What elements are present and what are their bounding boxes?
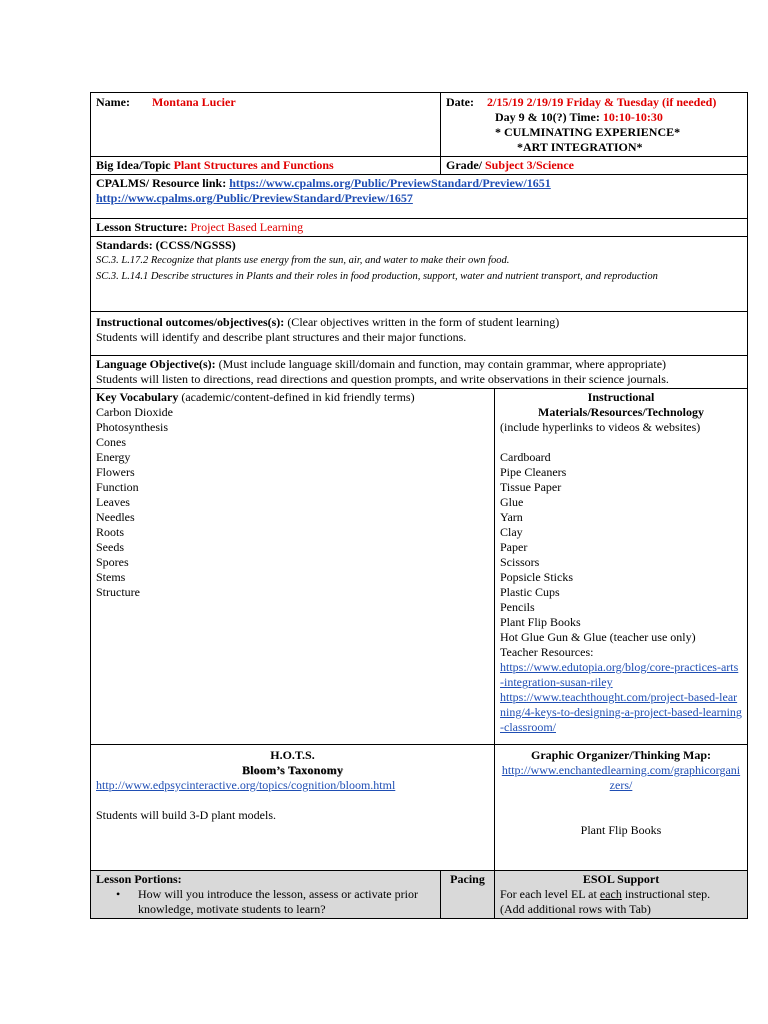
objectives-cell <box>91 312 748 356</box>
cpalms-row <box>91 175 748 219</box>
material-item: Cardboard <box>500 450 551 464</box>
grade-label: Grade/ <box>446 158 485 172</box>
standards-label: Standards: (CCSS/NGSSS) <box>96 238 236 252</box>
material-item: Hot Glue Gun & Glue (teacher use only) <box>500 630 696 644</box>
objectives-row <box>91 312 748 356</box>
big-idea-cell <box>91 157 441 175</box>
name-cell <box>91 93 441 157</box>
lesson-portions-cell <box>91 871 441 919</box>
vocabulary-list <box>96 405 489 600</box>
objectives-label: Instructional outcomes/objectives(s): <box>96 315 285 329</box>
hots-title: H.O.T.S. <box>270 748 315 762</box>
grade-value: Subject 3/Science <box>485 158 574 172</box>
lesson-portions-row <box>91 871 748 919</box>
esol-cell <box>495 871 748 919</box>
standard-sc3-l14-1: SC.3. L.14.1 Describe structures in Plants and their roles in food production, support, water and nutrient transport, and reproduction <box>96 271 658 282</box>
graphic-organizer-cell <box>495 745 748 871</box>
standards-row <box>91 237 748 312</box>
vocab-item: Photosynthesis <box>96 420 169 434</box>
big-idea-row <box>91 157 748 175</box>
big-idea-label: Big Idea/Topic <box>96 158 174 172</box>
day-line: Day 9 & 10(?) Time: <box>495 110 603 124</box>
vocabulary-materials-row <box>91 389 748 745</box>
hots-row <box>91 745 748 871</box>
name-date-row <box>91 93 748 157</box>
date-value: 2/15/19 2/19/19 Friday & Tuesday (if needed) <box>486 95 717 109</box>
language-objective-note: (Must include language skill/domain and function, may contain grammar, where appropriate) <box>215 357 667 371</box>
vocabulary-note: (academic/content-defined in kid friendly terms) <box>178 390 415 404</box>
material-item: Pipe Cleaners <box>500 465 567 479</box>
lesson-portions-label: Lesson Portions: <box>96 872 182 886</box>
language-objective-label: Language Objective(s): <box>96 357 216 371</box>
hots-text: Students will build 3-D plant models. <box>96 808 276 822</box>
objectives-note: (Clear objectives written in the form of student learning) <box>284 315 560 329</box>
vocabulary-cell <box>91 389 495 745</box>
vocab-item: Spores <box>96 555 129 569</box>
vocab-item: Cones <box>96 435 126 449</box>
lesson-portions-bullet: • How will you introduce the lesson, assess or activate prior knowledge, motivate students to learn? <box>138 887 435 917</box>
cpalms-link-1651[interactable]: https://www.cpalms.org/Public/PreviewStandard/Preview/1651 <box>229 176 551 190</box>
vocab-item: Stems <box>96 570 126 584</box>
material-item: Clay <box>500 525 523 539</box>
language-objective-text: Students will listen to directions, read directions and question prompts, and write observations in their science journals. <box>96 372 669 386</box>
vocabulary-label: Key Vocabulary <box>96 390 179 404</box>
language-objective-row <box>91 356 748 389</box>
name-label: Name: <box>96 95 130 109</box>
cpalms-label: CPALMS/ Resource link: <box>96 176 230 190</box>
grade-cell <box>441 157 748 175</box>
esol-text: For each level EL at <box>500 887 600 901</box>
standards-cell <box>91 237 748 312</box>
time-value: 10:10-10:30 <box>602 110 663 124</box>
bloom-link[interactable]: http://www.edpsycinteractive.org/topics/cognition/bloom.html <box>96 778 396 792</box>
material-item: Plant Flip Books <box>500 615 581 629</box>
cpalms-link-1657[interactable]: http://www.cpalms.org/Public/PreviewStandard/Preview/1657 <box>96 191 413 205</box>
enchanted-learning-link[interactable]: http://www.enchantedlearning.com/graphicorganizers/ <box>501 763 741 792</box>
material-item: Plastic Cups <box>500 585 560 599</box>
lesson-structure-cell <box>91 219 748 237</box>
lesson-structure-label: Lesson Structure: <box>96 220 191 234</box>
materials-note: (include hyperlinks to videos & websites) <box>500 420 701 434</box>
pacing-label: Pacing <box>450 872 485 886</box>
esol-label: ESOL Support <box>582 872 660 886</box>
pacing-cell <box>441 871 495 919</box>
culminating-experience: * CULMINATING EXPERIENCE* <box>495 125 681 139</box>
vocab-item: Function <box>96 480 139 494</box>
material-item: Paper <box>500 540 528 554</box>
hots-cell <box>91 745 495 871</box>
vocab-item: Roots <box>96 525 125 539</box>
art-integration: *ART INTEGRATION* <box>517 140 643 154</box>
graphic-organizer-text: Plant Flip Books <box>580 823 662 837</box>
vocab-item: Structure <box>96 585 140 599</box>
materials-title-1: Instructional <box>587 390 655 404</box>
date-label: Date: <box>446 95 474 109</box>
material-item: Pencils <box>500 600 535 614</box>
language-objective-cell <box>91 356 748 389</box>
materials-title-2: Materials/Resources/Technology <box>538 405 704 419</box>
esol-text-end: instructional step. <box>621 887 711 901</box>
vocab-item: Leaves <box>96 495 130 509</box>
material-item: Tissue Paper <box>500 480 562 494</box>
material-item: Teacher Resources: <box>500 645 594 659</box>
vocab-item: Seeds <box>96 540 124 554</box>
vocab-item: Needles <box>96 510 135 524</box>
material-item: Scissors <box>500 555 540 569</box>
material-item: Popsicle Sticks <box>500 570 574 584</box>
material-item: Yarn <box>500 510 523 524</box>
vocab-item: Flowers <box>96 465 135 479</box>
material-item: Glue <box>500 495 524 509</box>
materials-cell <box>495 389 748 745</box>
lesson-structure-row <box>91 219 748 237</box>
teachthought-link[interactable]: https://www.teachthought.com/project-based-learning/4-keys-to-designing-a-project-based-learning-classroom/ <box>500 690 742 734</box>
materials-list <box>500 450 742 660</box>
date-cell <box>441 93 748 157</box>
standard-sc3-l17-2: SC.3. L.17.2 Recognize that plants use energy from the sun, air, and water to make their own food. <box>96 255 510 266</box>
esol-tab-note: (Add additional rows with Tab) <box>500 902 651 916</box>
graphic-organizer-title: Graphic Organizer/Thinking Map: <box>530 748 711 762</box>
lesson-structure-value: Project Based Learning <box>190 220 304 234</box>
big-idea-value: Plant Structures and Functions <box>173 158 334 172</box>
cpalms-cell <box>91 175 748 219</box>
blooms-taxonomy-title: Bloom’s Taxonomy <box>241 763 344 777</box>
edutopia-link[interactable]: https://www.edutopia.org/blog/core-practices-arts-integration-susan-riley <box>500 660 739 689</box>
objectives-text: Students will identify and describe plant structures and their major functions. <box>96 330 467 344</box>
vocab-item: Carbon Dioxide <box>96 405 173 419</box>
lesson-plan-table <box>90 92 748 919</box>
esol-each: each <box>599 887 622 901</box>
name-value: Montana Lucier <box>151 95 236 109</box>
vocab-item: Energy <box>96 450 131 464</box>
